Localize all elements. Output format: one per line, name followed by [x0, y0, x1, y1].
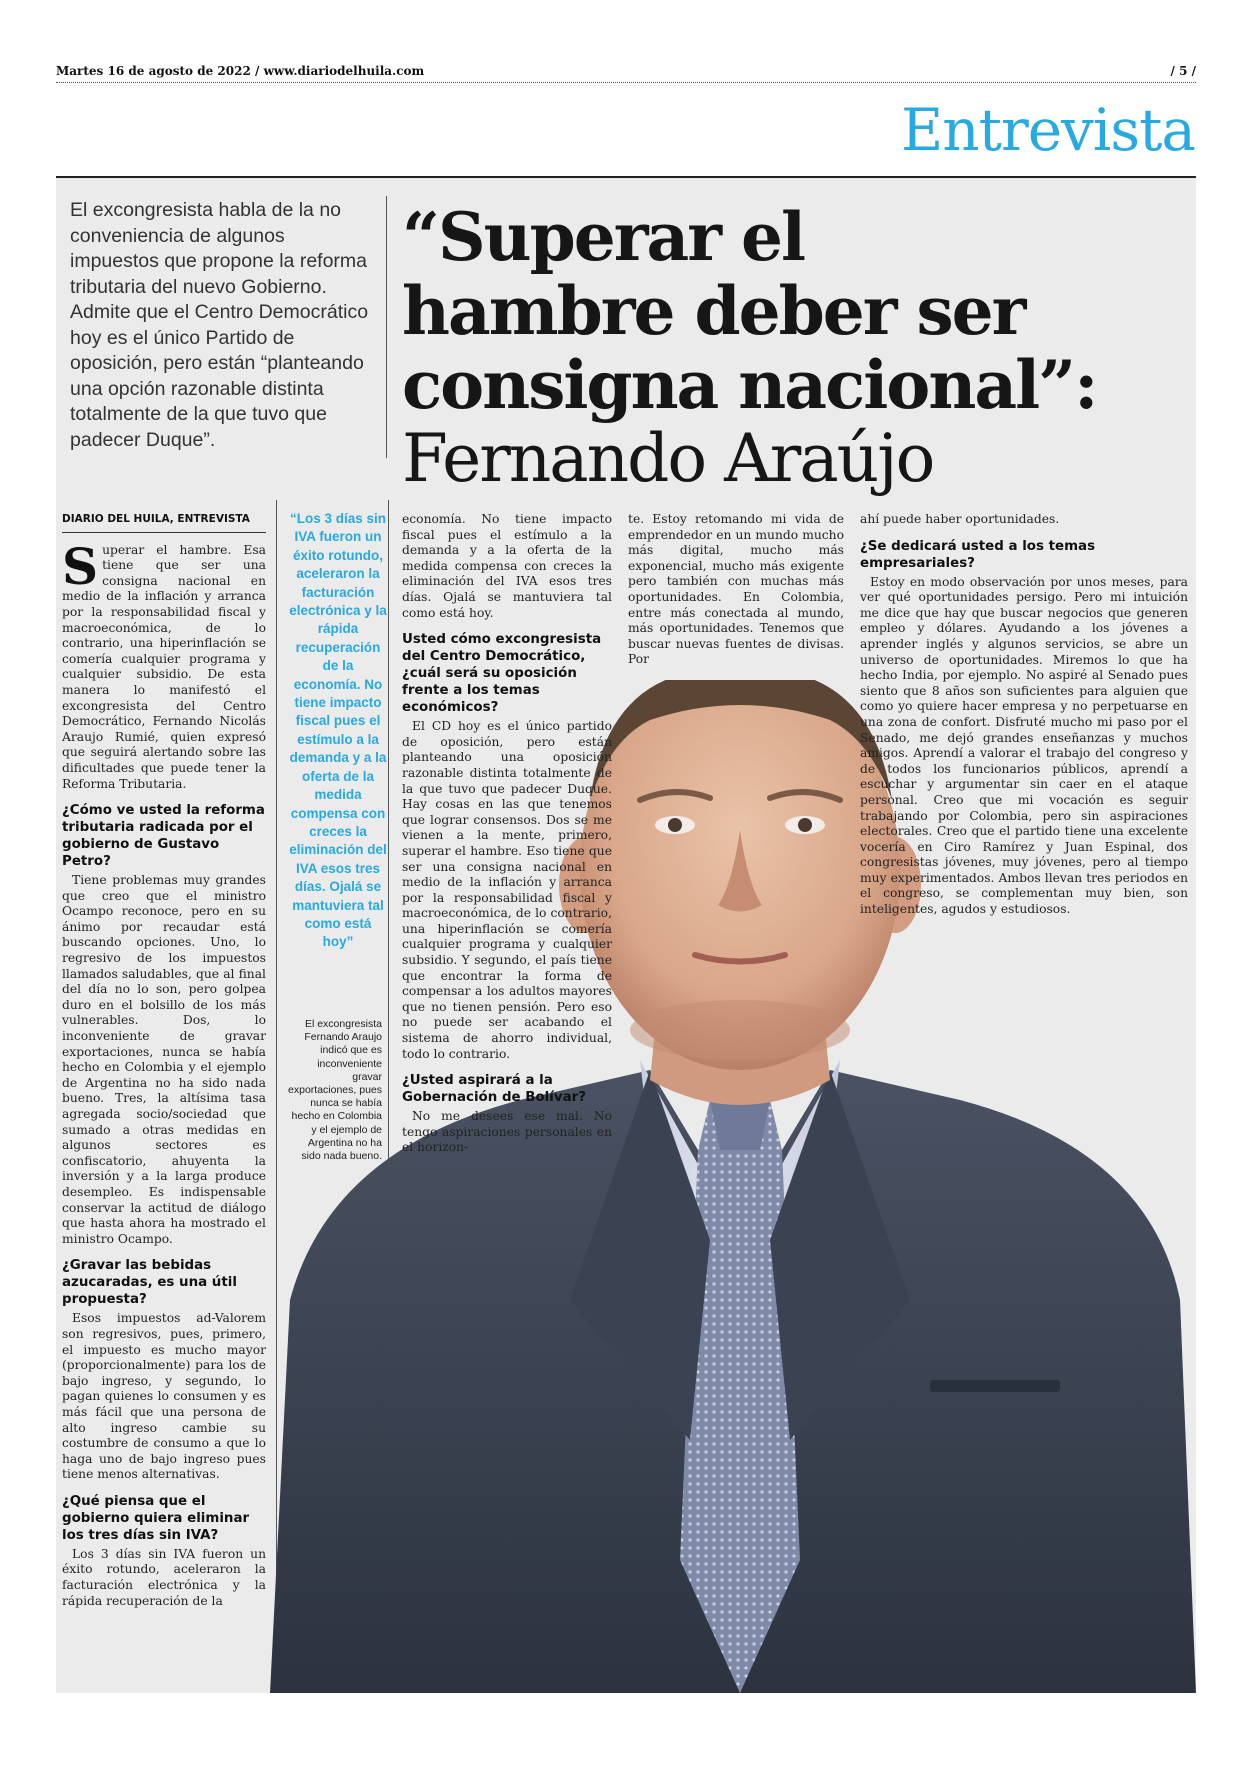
page-number: / 5 /: [1170, 64, 1196, 78]
byline: DIARIO DEL HUILA, ENTREVISTA: [62, 512, 266, 533]
answer-1: Tiene problemas muy grandes que creo que el ministro Ocampo reconoce, pero en su ánimo por recaudar está buscando opciones. Uno, lo regresivo de los impuestos llamados saludables, que al final del día no lo son, pero golpea duro en el bolsillo de los más vulnerables. Dos, lo inconveniente de gravar exportaciones, nunca se había hecho en Colombia y el ejemplo de Argentina no ha sido nada bueno. Tres, la altísima tasa agregada socio/sociedad que sumado a otras medidas en algunos sectores es confiscatorio, ahuyenta la inversión y a la larga produce desempleo. Es indispensable conservar la actitud de diálogo que hasta ahora ha mostrado el ministro Ocampo.: [62, 873, 266, 1246]
column-3-text: te. Estoy retomando mi vida de emprendedor en un mundo mucho más digital, mucho más exponencial, mucho más exigente pero también con muchas más oportunidades. En Colombia, entre más conectada al mundo, más oportunidades. Tenemos que buscar nuevas fuentes de divisas. Por: [628, 512, 844, 667]
article-column-3: [628, 512, 844, 668]
answer-3-continued: economía. No tiene impacto fiscal pues el estímulo a la demanda y a la oferta de la medida compensa con creces la eliminación del IVA esos tres días. Ojalá se mantuviera tal como está hoy.: [402, 512, 612, 620]
lead-text: uperar el hambre. Esa tiene que ser una consigna nacional en medio de la inflación y arranca por la responsabilidad fiscal y macroeconómica, de lo contrario, una hiperinflación se comería cualquier programa y cualquier subsidio. De esta manera lo manifestó el excongresista del Centro Democrático, Fernando Nicolás Araujo Rumié, quien expresó que seguirá alertando sobre las dificultades que puede tener la Reforma Tributaria.: [62, 542, 266, 791]
article-column-2: [402, 512, 612, 1156]
header-divider: [56, 82, 1196, 83]
pull-quote: “Los 3 días sin IVA fueron un éxito rotundo, aceleraron la facturación electrónica y la rápida recuperación de la economía. No tiene impacto fiscal pues el estímulo a la demanda y a la oferta de la medida compensa con creces la eliminación del IVA esos tres días. Ojalá se mantuviera tal como está hoy”: [289, 511, 387, 950]
question-5: ¿Usted aspirará a la Gobernación de Bolívar?: [402, 1073, 587, 1106]
headline-line-3: consigna nacional”:: [402, 346, 1097, 424]
question-2: ¿Gravar las bebidas azucaradas, es una útil propuesta?: [62, 1258, 237, 1308]
photo-caption: El excongresista Fernando Araujo indicó que es inconveniente gravar exportaciones, pues nunca se había hecho en Colombia y el ejemplo de Argentina no ha sido nada bueno.: [288, 1018, 382, 1163]
answer-4: El CD hoy es el único partido de oposición, pero están planteando una oposición razonable distinta totalmente de la que tuvo que padecer Duque. Hay cosas en las que tenemos que lograr consensos. Dos se me vienen a la mente, primero, superar el hambre. Eso tiene que ser una consigna nacional en medio de la inflación y arranca por la responsabilidad fiscal y macroeconómica, de lo contrario, una hiperinflación se comería cualquier programa y cualquier subsidio. Y segundo, el país tiene que encontrar la forma de compensar a los adultos mayores que no tienen pensión. Pero eso no puede ser acabando el sistema de ahorro individual, todo lo contrario.: [402, 719, 612, 1061]
drop-cap: S: [62, 536, 99, 596]
article-intro: El excongresista habla de la no conveniencia de algunos impuestos que propone la reforma tributaria del nuevo Gobierno. Admite que el Centro Democrático hoy es el único Partido de oposición, pero están “planteando una opción razonable distinta totalmente de la que tuvo que padecer Duque”.: [70, 199, 369, 451]
intro-divider: [386, 196, 387, 458]
article-column-1: [62, 512, 266, 1609]
page-header: [56, 62, 1196, 84]
question-6: ¿Se dedicará usted a los temas empresariales?: [860, 538, 1096, 571]
section-title: Entrevista: [900, 96, 1195, 164]
headline-line-1: “Superar el: [402, 198, 805, 276]
answer-2: Esos impuestos ad-Valorem son regresivos, pues, primero, el impuesto es mucho mayor (proporcionalmente) para los de bajo ingreso, y segundo, lo pagan quienes lo consumen y es más fácil que una persona de alto ingreso cambie su costumbre de consumo a que lo haga uno de bajo ingreso pues tiene menos alternativas.: [62, 1311, 266, 1482]
date-and-site: Martes 16 de agosto de 2022 / www.diariodelhuila.com: [56, 64, 425, 78]
lead-paragraph: [62, 536, 266, 793]
headline: [402, 200, 1182, 496]
column-4-lead: ahí puede haber oportunidades.: [860, 512, 1060, 526]
question-3: ¿Qué piensa que el gobierno quiera eliminar los tres días sin IVA?: [62, 1493, 250, 1543]
question-1: ¿Cómo ve usted la reforma tributaria radicada por el gobierno de Gustavo Petro?: [62, 803, 265, 870]
article-column-4: [860, 512, 1188, 918]
question-4: Usted cómo excongresista del Centro Democrático, ¿cuál será su oposición frente a los temas económicos?: [402, 632, 602, 716]
headline-line-4: Fernando Araújo: [402, 420, 934, 497]
answer-5: No me desees ese mal. No tengo aspiraciones personales en el horizon-: [402, 1109, 612, 1155]
headline-line-2: hambre deber ser: [402, 272, 1025, 350]
answer-6: Estoy en modo observación por unos meses, para ver qué oportunidades persigo. Pero mi intuición me dice que hay que buscar negocios que generen empleo y dólares. Ayudando a los jóvenes a aprender inglés y algunos servicios, se abre un universo de oportunidades. Miremos lo que ha hecho India, por ejemplo. No aspiré al Senado pues siento que 8 años son suficientes para alguien que como yo quiere hacer empresa y no perpetuarse en una zona de confort. Disfruté mucho mi paso por el Senado, me dejó grandes enseñanzas y muchos amigos. Aprendí a valorar el trabajo del congreso y de todos los funcionarios públicos, aprendí a escuchar y argumentar sin caer en el ataque personal. Creo que mi vocación es seguir trabajando por Colombia, pero sin aspiraciones electorales. Creo que el partido tiene una excelente vocería en Ciro Ramírez y Juan Espinal, dos congresistas jóvenes, muy jóvenes, pero al tiempo muy experimentados. Ambos llevan tres periodos en el congreso, se complementan muy bien, son inteligentes, agudos y estudiosos.: [860, 574, 1188, 917]
answer-3: Los 3 días sin IVA fueron un éxito rotundo, aceleraron la facturación electrónica y la rápida recuperación de la: [62, 1546, 266, 1608]
